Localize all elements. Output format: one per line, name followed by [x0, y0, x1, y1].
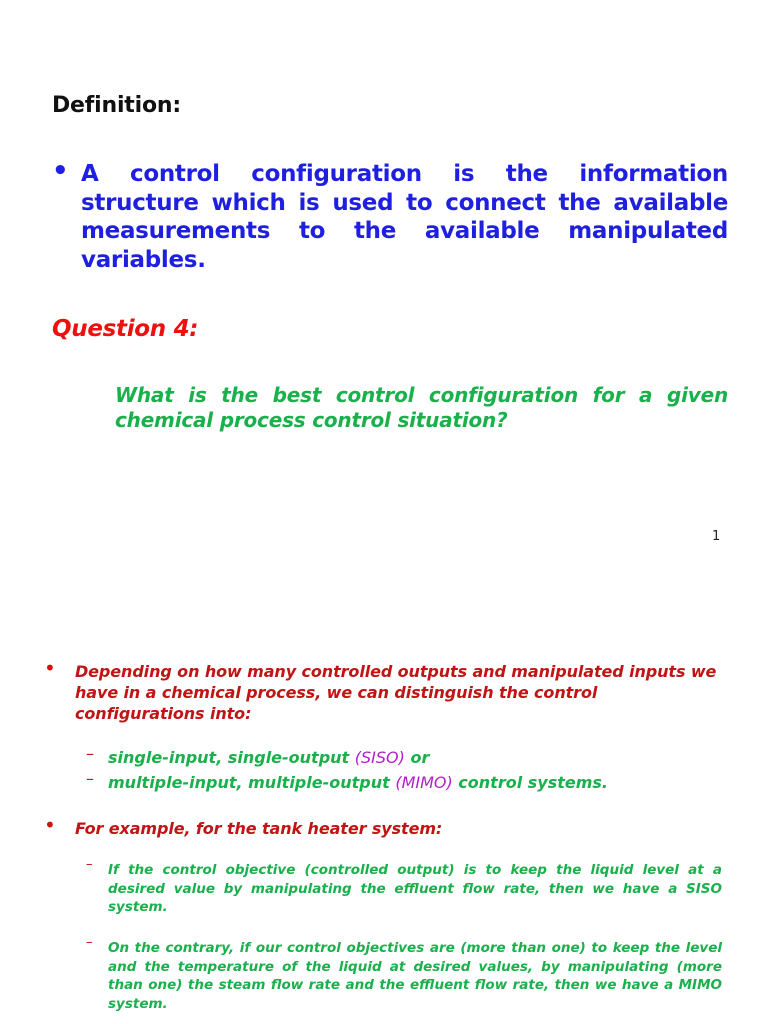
bullet-dot-icon: •	[44, 656, 56, 680]
sub-item-siso-text	[108, 747, 722, 768]
question-title: Question 4:	[52, 316, 199, 342]
sub-item-siso-example	[86, 857, 722, 917]
siso-example-text: If the control objective (controlled output) is to keep the liquid level at a desired value by manipulating the effluent flow rate, then we have a SISO system.	[108, 862, 722, 915]
dash-icon: –	[86, 935, 93, 950]
bullet-depending	[44, 656, 722, 724]
mimo-acronym: (MIMO)	[395, 773, 453, 792]
definition-text: A control configuration is the information structure which is used to connect the available measurements to the available manipulated variables.	[81, 161, 728, 273]
dash-icon: –	[86, 744, 94, 763]
sub-item-mimo	[86, 769, 722, 793]
mimo-label: multiple-input, multiple-output	[108, 773, 396, 792]
bullet-example	[44, 813, 722, 839]
question-text: What is the best control configuration for a given chemical process control situation?	[115, 383, 728, 432]
bullet-depending-text: Depending on how many controlled outputs and manipulated inputs we have in a chemical process, we can distinguish the control configurations into:	[75, 662, 717, 723]
dash-icon: –	[86, 769, 94, 788]
siso-suffix: or	[404, 748, 430, 767]
mimo-suffix: control systems.	[452, 773, 609, 792]
page-number: 1	[712, 529, 721, 544]
bullet-example-text: For example, for the tank heater system:	[75, 819, 443, 838]
definition-bullet	[52, 156, 728, 274]
dash-icon: –	[86, 857, 93, 872]
slide-2	[0, 620, 768, 1024]
definition-title: Definition:	[52, 93, 181, 118]
mimo-example-text: On the contrary, if our control objectives are (more than one) to keep the level and the temperature of the liquid at desired values, by manipulating (more than one) the steam flow rate and the effluent flow rate, then we have a MIMO system.	[108, 940, 722, 1012]
siso-label: single-input, single-output	[108, 748, 355, 767]
sub-item-siso	[86, 744, 722, 768]
sub-item-mimo-text	[108, 772, 722, 793]
siso-acronym: (SISO)	[354, 748, 405, 767]
sub-item-mimo-example	[86, 935, 722, 1013]
bullet-dot-icon: •	[52, 156, 69, 186]
bullet-dot-icon: •	[44, 813, 56, 837]
